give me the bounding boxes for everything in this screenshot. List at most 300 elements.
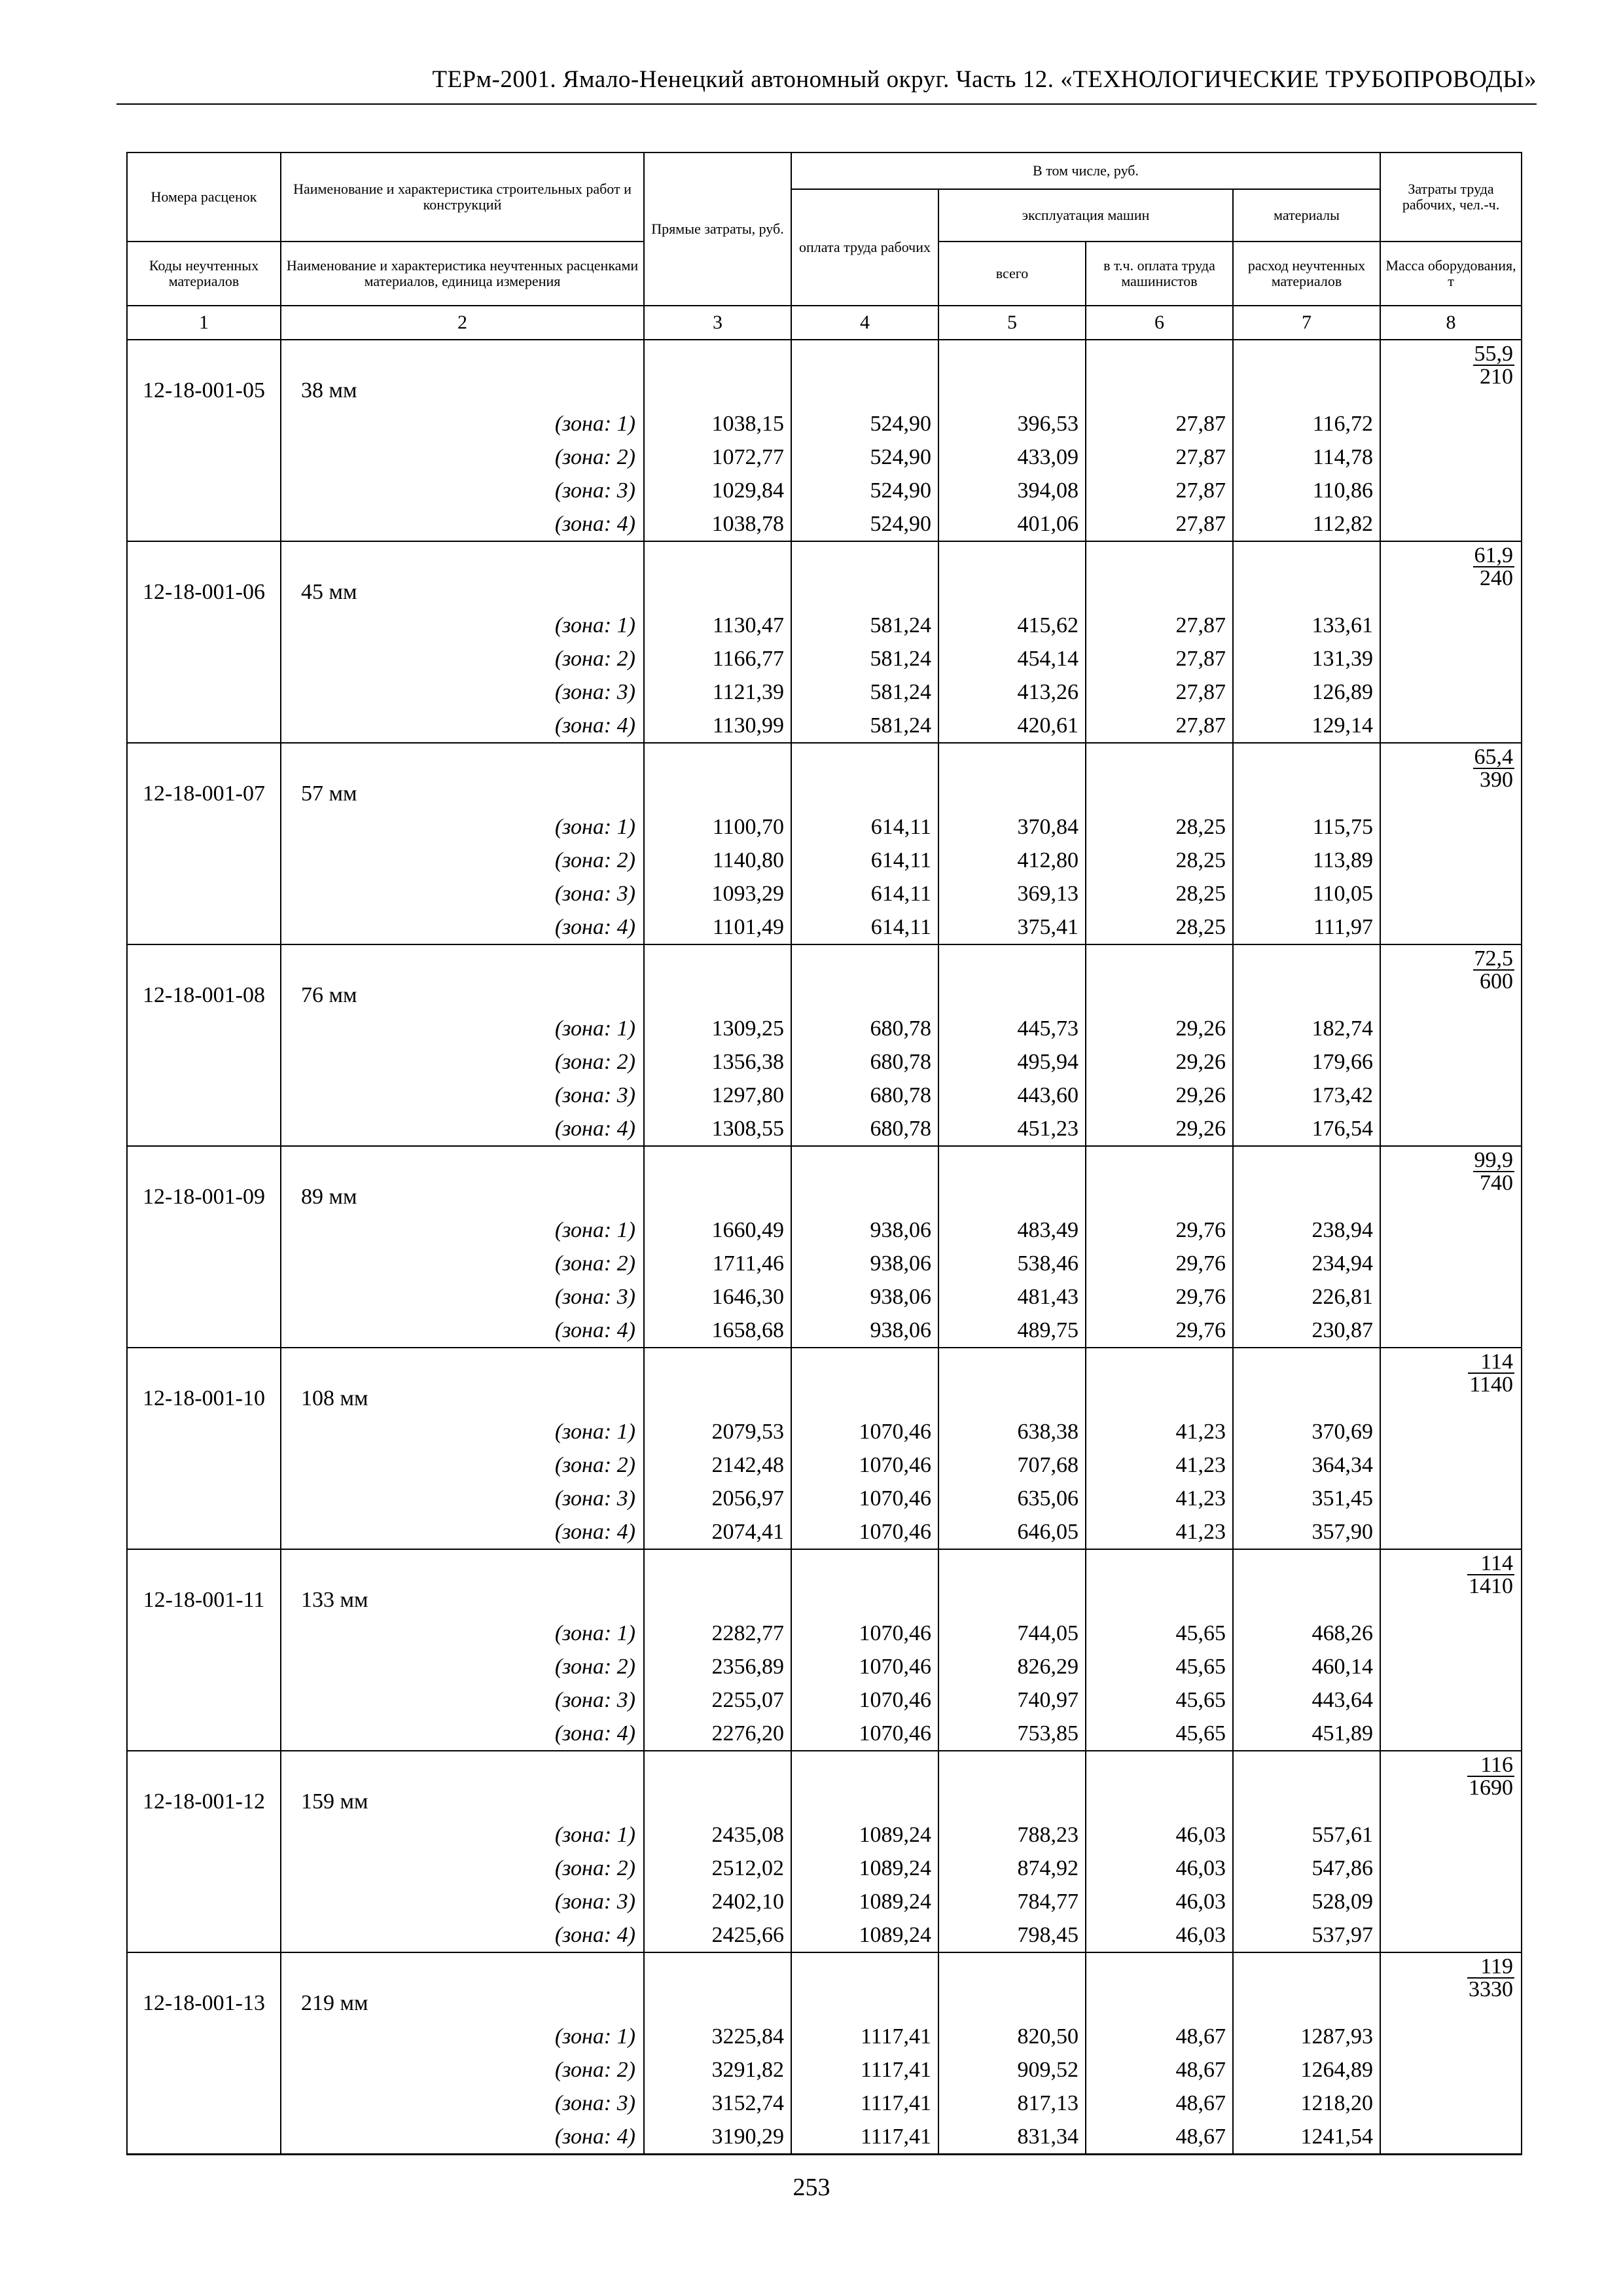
empty-cell [644,1751,791,1818]
machinists-pay-value: 27,87 [1086,474,1233,507]
direct-costs-value: 1093,29 [644,877,791,910]
materials-value: 173,42 [1233,1079,1380,1112]
labor-pay-value: 524,90 [791,440,938,474]
rate-name: 57 мм [281,743,644,810]
materials-value: 357,90 [1233,1515,1380,1549]
equipment-mass-value: 3330 [1469,1977,1514,2001]
rate-code: 12-18-001-09 [127,1146,281,1213]
empty-cell [1086,1751,1233,1818]
zone-label: (зона: 3) [281,1280,644,1314]
zone-label: (зона: 1) [281,609,644,642]
zone-label: (зона: 3) [281,1885,644,1918]
empty-cell [1233,340,1380,407]
zone-label: (зона: 2) [281,1448,644,1482]
direct-costs-value: 2074,41 [644,1515,791,1549]
table-row [127,2120,1522,2155]
direct-costs-value: 1356,38 [644,1045,791,1079]
labor-pay-value: 581,24 [791,642,938,675]
rate-code: 12-18-001-12 [127,1751,281,1818]
labor-costs-value: 119 [1467,1956,1514,1979]
materials-value: 1241,54 [1233,2120,1380,2155]
machinists-pay-value: 29,26 [1086,1045,1233,1079]
header-labor-costs: Затраты труда рабочих, чел.-ч. [1380,152,1522,242]
table-row [127,910,1522,944]
zone-label: (зона: 1) [281,1012,644,1045]
labor-pay-value: 581,24 [791,675,938,709]
rate-code: 12-18-001-05 [127,340,281,407]
equipment-mass-value: 1410 [1469,1574,1514,1598]
table-row [127,1683,1522,1717]
labor-mass-cell [1380,1146,1522,1348]
header-materials-unaccounted: расход неучтенных материалов [1233,242,1380,306]
direct-costs-value: 1038,15 [644,407,791,440]
zone-label: (зона: 3) [281,474,644,507]
entry-header-row [127,340,1522,407]
labor-mass-cell [1380,541,1522,743]
column-numbers-row [127,306,1522,340]
zone-label: (зона: 2) [281,2053,644,2087]
labor-costs-value: 99,9 [1474,1148,1514,1172]
table-row [127,609,1522,642]
labor-pay-value: 1070,46 [791,1448,938,1482]
rate-name: 89 мм [281,1146,644,1213]
labor-mass-cell [1380,1751,1522,1952]
labor-pay-value: 614,11 [791,844,938,877]
column-number: 2 [281,306,644,340]
zone-label: (зона: 3) [281,877,644,910]
machines-total-value: 412,80 [938,844,1086,877]
empty-cell [644,541,791,609]
empty-cell [791,1146,938,1213]
machinists-pay-value: 27,87 [1086,709,1233,743]
machinists-pay-value: 29,26 [1086,1079,1233,1112]
machinists-pay-value: 28,25 [1086,844,1233,877]
table-row [127,1012,1522,1045]
empty-cell [1086,743,1233,810]
machines-total-value: 740,97 [938,1683,1086,1717]
rate-name: 133 мм [281,1549,644,1617]
machines-total-value: 784,77 [938,1885,1086,1918]
empty-cell [127,1617,281,1650]
machinists-pay-value: 27,87 [1086,675,1233,709]
entry-header-row [127,1549,1522,1617]
zone-label: (зона: 4) [281,1112,644,1146]
table-row [127,2020,1522,2053]
machines-total-value: 451,23 [938,1112,1086,1146]
empty-cell [1233,1348,1380,1415]
empty-cell [1233,743,1380,810]
zone-label: (зона: 1) [281,1818,644,1852]
machines-total-value: 744,05 [938,1617,1086,1650]
materials-value: 226,81 [1233,1280,1380,1314]
labor-pay-value: 1070,46 [791,1650,938,1683]
materials-value: 351,45 [1233,1482,1380,1515]
table-row [127,407,1522,440]
labor-pay-value: 1117,41 [791,2020,938,2053]
table-row [127,2087,1522,2120]
machines-total-value: 798,45 [938,1918,1086,1952]
machines-total-value: 638,38 [938,1415,1086,1448]
empty-cell [1233,1751,1380,1818]
table-row [127,1482,1522,1515]
materials-value: 115,75 [1233,810,1380,844]
labor-mass-fraction [1468,1351,1514,1395]
labor-pay-value: 680,78 [791,1012,938,1045]
table-row [127,1717,1522,1751]
machinists-pay-value: 48,67 [1086,2020,1233,2053]
empty-cell [127,1448,281,1482]
materials-value: 112,82 [1233,507,1380,541]
zone-label: (зона: 1) [281,1213,644,1247]
table-row [127,1247,1522,1280]
empty-cell [127,2020,281,2053]
direct-costs-value: 1101,49 [644,910,791,944]
table-row [127,642,1522,675]
materials-value: 528,09 [1233,1885,1380,1918]
empty-cell [1233,1146,1380,1213]
column-number: 1 [127,306,281,340]
header-machines-total: всего [938,242,1086,306]
equipment-mass-value: 390 [1480,768,1514,792]
header-direct-costs: Прямые затраты, руб. [644,152,791,306]
zone-label: (зона: 4) [281,1918,644,1952]
page-number: 253 [793,2174,830,2201]
zone-label: (зона: 3) [281,1079,644,1112]
table-row [127,1617,1522,1650]
empty-cell [127,2087,281,2120]
machines-total-value: 817,13 [938,2087,1086,2120]
empty-cell [791,1549,938,1617]
table-row [127,1213,1522,1247]
materials-value: 110,05 [1233,877,1380,910]
machines-total-value: 433,09 [938,440,1086,474]
machinists-pay-value: 27,87 [1086,609,1233,642]
machinists-pay-value: 41,23 [1086,1415,1233,1448]
labor-costs-value: 55,9 [1474,342,1514,366]
direct-costs-value: 1130,47 [644,609,791,642]
table-row [127,1079,1522,1112]
empty-cell [127,1280,281,1314]
zone-label: (зона: 4) [281,1515,644,1549]
labor-mass-cell [1380,1348,1522,1549]
direct-costs-value: 1711,46 [644,1247,791,1280]
header-name-top: Наименование и характеристика строительных работ и конструкций [281,152,644,242]
rate-name: 219 мм [281,1952,644,2020]
machinists-pay-value: 41,23 [1086,1482,1233,1515]
zone-label: (зона: 4) [281,507,644,541]
empty-cell [644,340,791,407]
zone-label: (зона: 1) [281,1617,644,1650]
machinists-pay-value: 29,76 [1086,1314,1233,1348]
machines-total-value: 635,06 [938,1482,1086,1515]
labor-pay-value: 1089,24 [791,1852,938,1885]
entry-header-row [127,1146,1522,1213]
machines-total-value: 483,49 [938,1213,1086,1247]
labor-mass-cell [1380,340,1522,541]
direct-costs-value: 1658,68 [644,1314,791,1348]
labor-mass-fraction [1467,1754,1514,1799]
machines-total-value: 538,46 [938,1247,1086,1280]
labor-costs-value: 116 [1467,1754,1514,1777]
machinists-pay-value: 29,76 [1086,1247,1233,1280]
labor-pay-value: 1070,46 [791,1482,938,1515]
table-row [127,440,1522,474]
empty-cell [127,877,281,910]
machinists-pay-value: 29,76 [1086,1280,1233,1314]
table-row [127,709,1522,743]
materials-value: 126,89 [1233,675,1380,709]
empty-cell [644,1348,791,1415]
labor-mass-cell [1380,944,1522,1146]
empty-cell [127,1885,281,1918]
materials-value: 468,26 [1233,1617,1380,1650]
running-head: ТЕРм-2001. Ямало-Ненецкий автономный округ. Часть 12. «ТЕХНОЛОГИЧЕСКИЕ ТРУБОПРОВОДЫ» [432,66,1537,93]
direct-costs-value: 2079,53 [644,1415,791,1448]
direct-costs-value: 1121,39 [644,675,791,709]
rate-code: 12-18-001-11 [127,1549,281,1617]
zone-label: (зона: 2) [281,1852,644,1885]
rate-name: 108 мм [281,1348,644,1415]
entry-header-row [127,743,1522,810]
empty-cell [1233,944,1380,1012]
empty-cell [1233,541,1380,609]
machinists-pay-value: 46,03 [1086,1818,1233,1852]
empty-cell [127,642,281,675]
direct-costs-value: 2056,97 [644,1482,791,1515]
machinists-pay-value: 27,87 [1086,642,1233,675]
table-row [127,675,1522,709]
empty-cell [127,2120,281,2155]
empty-cell [1086,944,1233,1012]
empty-cell [127,440,281,474]
materials-value: 113,89 [1233,844,1380,877]
machines-total-value: 831,34 [938,2120,1086,2155]
zone-label: (зона: 3) [281,1683,644,1717]
column-number: 7 [1233,306,1380,340]
table-row [127,1448,1522,1482]
empty-cell [938,1146,1086,1213]
machinists-pay-value: 46,03 [1086,1918,1233,1952]
materials-value: 364,34 [1233,1448,1380,1482]
machinists-pay-value: 48,67 [1086,2087,1233,2120]
header-materials-group: материалы [1233,189,1380,242]
direct-costs-value: 1100,70 [644,810,791,844]
labor-pay-value: 938,06 [791,1314,938,1348]
materials-value: 234,94 [1233,1247,1380,1280]
price-table [126,152,1522,2155]
empty-cell [127,1482,281,1515]
labor-pay-value: 524,90 [791,474,938,507]
empty-cell [127,407,281,440]
empty-cell [938,743,1086,810]
empty-cell [127,1079,281,1112]
labor-pay-value: 1117,41 [791,2053,938,2087]
machines-total-value: 443,60 [938,1079,1086,1112]
zone-label: (зона: 4) [281,1717,644,1751]
direct-costs-value: 1166,77 [644,642,791,675]
machinists-pay-value: 29,26 [1086,1012,1233,1045]
materials-value: 116,72 [1233,407,1380,440]
machinists-pay-value: 27,87 [1086,440,1233,474]
machinists-pay-value: 46,03 [1086,1885,1233,1918]
table-row [127,1045,1522,1079]
labor-pay-value: 938,06 [791,1247,938,1280]
empty-cell [127,1415,281,1448]
empty-cell [127,810,281,844]
table-row [127,1918,1522,1952]
entry-header-row [127,1751,1522,1818]
labor-pay-value: 1070,46 [791,1617,938,1650]
column-number: 5 [938,306,1086,340]
empty-cell [938,1549,1086,1617]
labor-costs-value: 114 [1468,1351,1514,1374]
materials-value: 238,94 [1233,1213,1380,1247]
direct-costs-value: 2425,66 [644,1918,791,1952]
machines-total-value: 413,26 [938,675,1086,709]
labor-costs-value: 65,4 [1474,745,1514,769]
labor-pay-value: 680,78 [791,1079,938,1112]
table-row [127,1852,1522,1885]
table-row [127,1818,1522,1852]
zone-label: (зона: 4) [281,1314,644,1348]
table-row [127,1314,1522,1348]
empty-cell [1086,1952,1233,2020]
labor-pay-value: 1070,46 [791,1515,938,1549]
machines-total-value: 646,05 [938,1515,1086,1549]
empty-cell [127,1683,281,1717]
entry-header-row [127,1348,1522,1415]
empty-cell [127,1112,281,1146]
machinists-pay-value: 28,25 [1086,910,1233,944]
header-labor-pay: оплата труда рабочих [791,189,938,306]
direct-costs-value: 3291,82 [644,2053,791,2087]
direct-costs-value: 2435,08 [644,1818,791,1852]
rate-code: 12-18-001-06 [127,541,281,609]
labor-mass-fraction [1467,1552,1514,1597]
labor-pay-value: 614,11 [791,910,938,944]
direct-costs-value: 1072,77 [644,440,791,474]
header-code-bottom: Коды неучтенных материалов [127,242,281,306]
zone-label: (зона: 3) [281,1482,644,1515]
labor-pay-value: 1089,24 [791,1818,938,1852]
machinists-pay-value: 45,65 [1086,1617,1233,1650]
column-number: 3 [644,306,791,340]
labor-pay-value: 1070,46 [791,1683,938,1717]
machines-total-value: 788,23 [938,1818,1086,1852]
empty-cell [938,1751,1086,1818]
table-row [127,1112,1522,1146]
labor-pay-value: 1070,46 [791,1717,938,1751]
machines-total-value: 874,92 [938,1852,1086,1885]
labor-mass-fraction [1473,746,1515,791]
direct-costs-value: 3225,84 [644,2020,791,2053]
direct-costs-value: 2142,48 [644,1448,791,1482]
empty-cell [938,1348,1086,1415]
empty-cell [127,1918,281,1952]
materials-value: 443,64 [1233,1683,1380,1717]
machinists-pay-value: 27,87 [1086,507,1233,541]
direct-costs-value: 2512,02 [644,1852,791,1885]
empty-cell [791,743,938,810]
header-equipment-mass: Масса оборудования, т [1380,242,1522,306]
materials-value: 460,14 [1233,1650,1380,1683]
empty-cell [127,1314,281,1348]
machines-total-value: 826,29 [938,1650,1086,1683]
table-body [127,340,1522,2155]
empty-cell [1086,1549,1233,1617]
empty-cell [127,1515,281,1549]
machinists-pay-value: 48,67 [1086,2120,1233,2155]
machines-total-value: 753,85 [938,1717,1086,1751]
labor-costs-value: 72,5 [1474,946,1514,971]
machinists-pay-value: 45,65 [1086,1650,1233,1683]
column-number: 4 [791,306,938,340]
empty-cell [644,743,791,810]
empty-cell [1086,1146,1233,1213]
labor-pay-value: 1117,41 [791,2087,938,2120]
table-row [127,1885,1522,1918]
equipment-mass-value: 240 [1480,566,1514,590]
empty-cell [791,1751,938,1818]
empty-cell [938,944,1086,1012]
zone-label: (зона: 2) [281,844,644,877]
labor-pay-value: 1117,41 [791,2120,938,2155]
machinists-pay-value: 48,67 [1086,2053,1233,2087]
zone-label: (зона: 2) [281,440,644,474]
materials-value: 133,61 [1233,609,1380,642]
materials-value: 129,14 [1233,709,1380,743]
machinists-pay-value: 28,25 [1086,810,1233,844]
empty-cell [791,541,938,609]
labor-pay-value: 524,90 [791,507,938,541]
rate-code: 12-18-001-07 [127,743,281,810]
machines-total-value: 415,62 [938,609,1086,642]
machines-total-value: 495,94 [938,1045,1086,1079]
materials-value: 547,86 [1233,1852,1380,1885]
empty-cell [127,609,281,642]
labor-pay-value: 938,06 [791,1213,938,1247]
labor-pay-value: 1070,46 [791,1415,938,1448]
labor-pay-value: 938,06 [791,1280,938,1314]
labor-pay-value: 581,24 [791,709,938,743]
empty-cell [127,1650,281,1683]
machinists-pay-value: 29,26 [1086,1112,1233,1146]
zone-label: (зона: 2) [281,1650,644,1683]
direct-costs-value: 1646,30 [644,1280,791,1314]
empty-cell [938,340,1086,407]
header-including-group: В том числе, руб. [791,152,1380,189]
empty-cell [644,1549,791,1617]
materials-value: 451,89 [1233,1717,1380,1751]
zone-label: (зона: 4) [281,2120,644,2155]
zone-label: (зона: 3) [281,2087,644,2120]
empty-cell [127,1717,281,1751]
equipment-mass-value: 1140 [1469,1372,1514,1397]
empty-cell [127,474,281,507]
direct-costs-value: 1308,55 [644,1112,791,1146]
machines-total-value: 454,14 [938,642,1086,675]
empty-cell [127,675,281,709]
materials-value: 537,97 [1233,1918,1380,1952]
rate-code: 12-18-001-08 [127,944,281,1012]
empty-cell [127,1012,281,1045]
labor-mass-cell [1380,1549,1522,1751]
zone-label: (зона: 1) [281,810,644,844]
direct-costs-value: 1660,49 [644,1213,791,1247]
table-row [127,844,1522,877]
empty-cell [791,944,938,1012]
zone-label: (зона: 4) [281,910,644,944]
